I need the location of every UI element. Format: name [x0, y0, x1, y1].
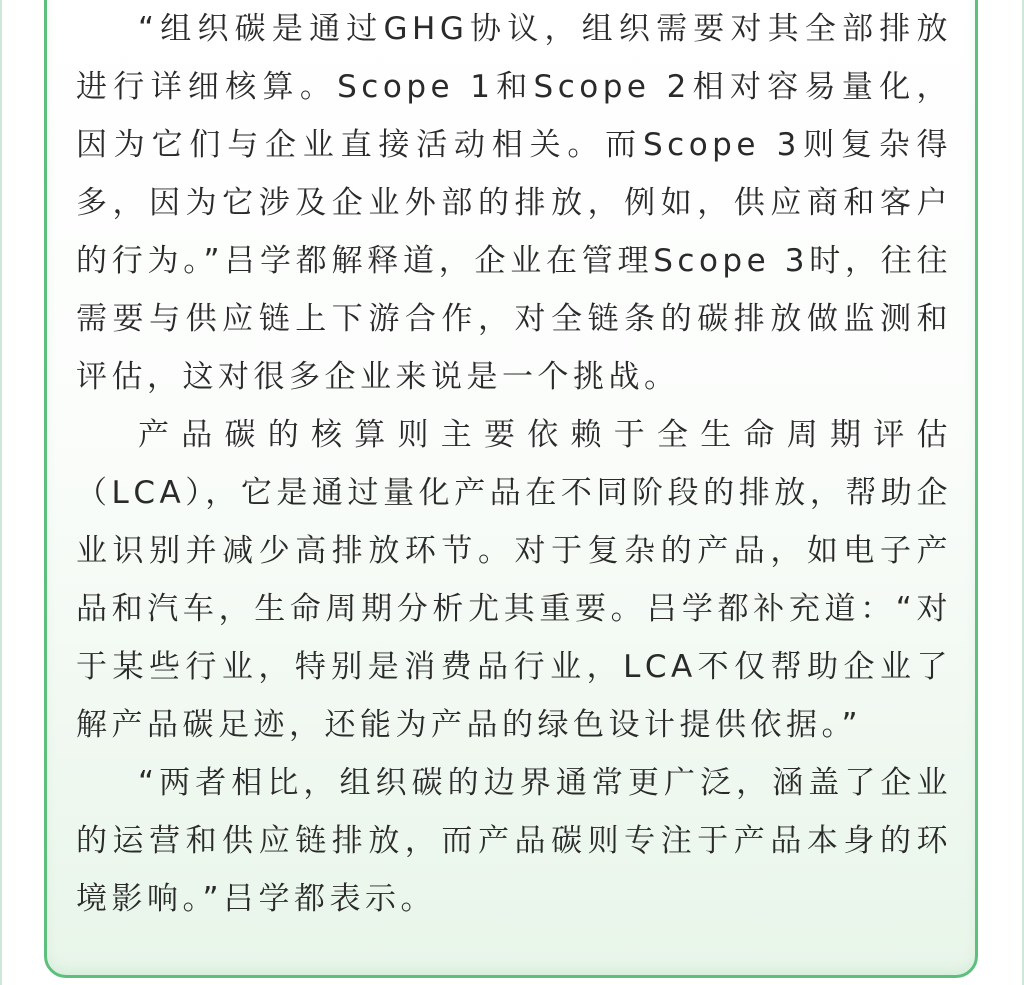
paragraph-product-carbon: 产品碳的核算则主要依赖于全生命周期评估（LCA），它是通过量化产品在不同阶段的排放，帮助企业识别并减少高排放环节。对于复杂的产品，如电子产品和汽车，生命周期分析尤其重要。吕学都补充道：“对于某些行业，特别是消费品行业，LCA不仅帮助企业了解产品碳足迹，还能为产品的绿色设计提供依据。” — [76, 417, 952, 743]
paragraph-comparison: “两者相比，组织碳的边界通常更广泛，涵盖了企业的运营和供应链排放，而产品碳则专注于产品本身的环境影响。”吕学都表示。 — [76, 765, 952, 917]
paragraph-organization-carbon: “组织碳是通过GHG协议，组织需要对其全部排放进行详细核算。Scope 1和Scope 2相对容易量化，因为它们与企业直接活动相关。而Scope 3则复杂得多，因为它涉及企业外部的排放，例如，供应商和客户的行为。”吕学都解释道，企业在管理Scope 3时，往往需要与供应链上下游合作，对全链条的碳排放做监测和评估，这对很多企业来说是一个挑战。 — [76, 11, 952, 395]
article-body — [76, 0, 952, 928]
